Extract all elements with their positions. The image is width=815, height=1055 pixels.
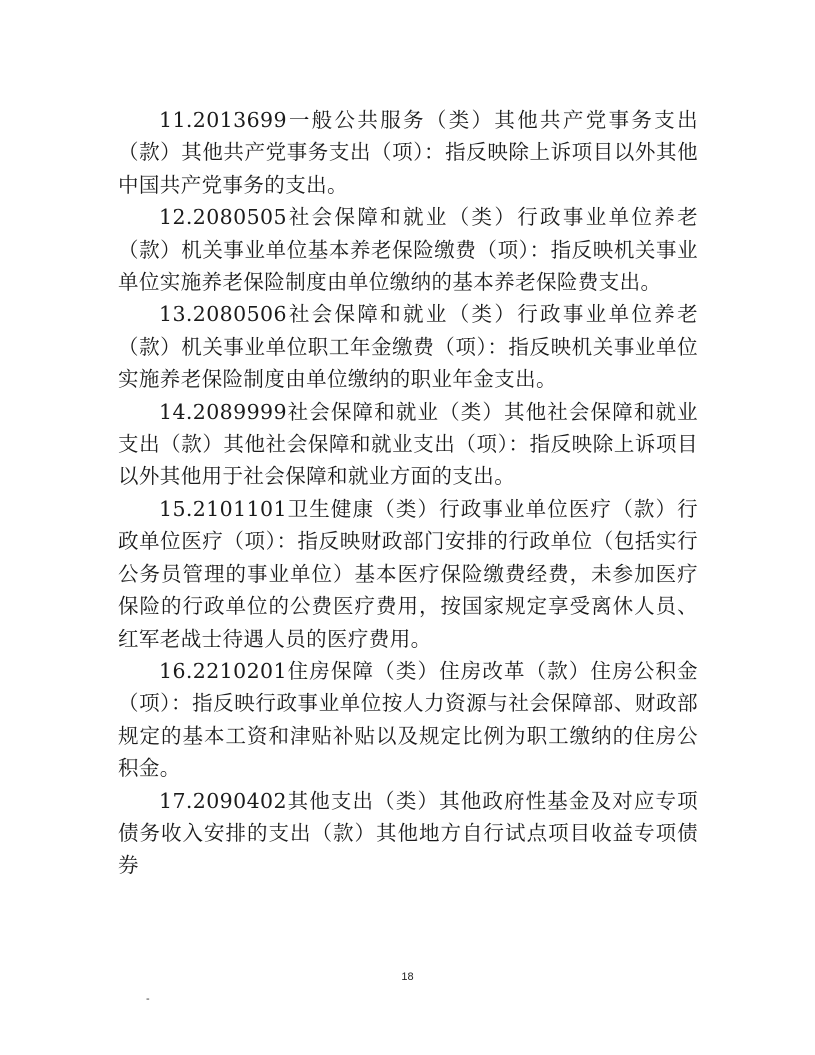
paragraph-item-16: 16.2210201住房保障（类）住房改革（款）住房公积金（项）：指反映行政事业单位按人力资源与社会保障部、财政部规定的基本工资和津贴补贴以及规定比例为职工缴纳的住房公积金。: [118, 658, 698, 781]
paragraph-item-14: 14.2089999社会保障和就业（类）其他社会保障和就业支出（款）其他社会保障和就业支出（项）：指反映除上诉项目以外其他用于社会保障和就业方面的支出。: [118, 399, 698, 489]
document-body: [118, 104, 698, 882]
paragraph-item-13: 13.2080506社会保障和就业（类）行政事业单位养老（款）机关事业单位职工年金缴费（项）：指反映机关事业单位实施养老保险制度由单位缴纳的职业年金支出。: [118, 302, 698, 392]
paragraph-item-11: 11.2013699一般公共服务（类）其他共产党事务支出（款）其他共产党事务支出（项）：指反映除上诉项目以外其他中国共产党事务的支出。: [118, 108, 698, 197]
paragraph-item-15: 15.2101101卫生健康（类）行政事业单位医疗（款）行政单位医疗（项）：指反映财政部门安排的行政单位（包括实行公务员管理的事业单位）基本医疗保险缴费经费，未参加医疗保险的行政单位的公费医疗费用，按国家规定享受离休人员、红军老战士待遇人员的医疗费用。: [118, 496, 698, 651]
corner-mark: -: [146, 993, 150, 1005]
page-number: 18: [401, 971, 414, 983]
paragraph-item-17: 17.2090402其他支出（类）其他政府性基金及对应专项债务收入安排的支出（款）其他地方自行试点项目收益专项债券: [118, 788, 698, 878]
paragraph-item-12: 12.2080505社会保障和就业（类）行政事业单位养老（款）机关事业单位基本养老保险缴费（项）：指反映机关事业单位实施养老保险制度由单位缴纳的基本养老保险费支出。: [118, 205, 698, 295]
